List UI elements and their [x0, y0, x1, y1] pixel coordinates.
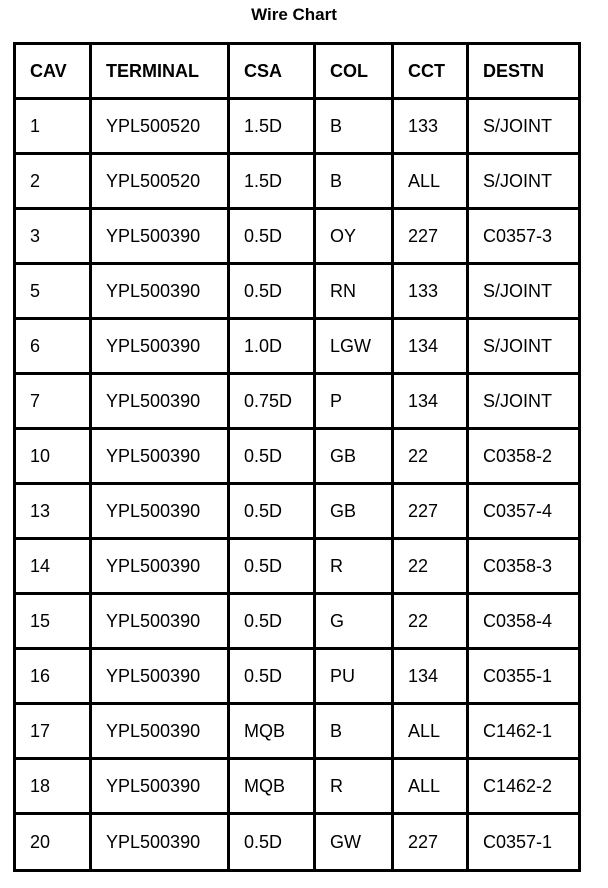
cell-cct: 134	[393, 319, 468, 374]
cell-destn: C0358-2	[468, 429, 580, 484]
cell-col: GB	[315, 429, 393, 484]
cell-cct: 22	[393, 429, 468, 484]
cell-cct: 227	[393, 209, 468, 264]
cell-col: B	[315, 154, 393, 209]
cell-destn: C0357-4	[468, 484, 580, 539]
table-row	[15, 594, 580, 649]
table-row	[15, 759, 580, 814]
cell-destn: S/JOINT	[468, 99, 580, 154]
table-row	[15, 99, 580, 154]
header-row	[15, 44, 580, 99]
cell-terminal: YPL500390	[91, 429, 229, 484]
cell-cav: 15	[15, 594, 91, 649]
cell-destn: C0358-4	[468, 594, 580, 649]
table-row	[15, 209, 580, 264]
wire-chart-table	[13, 42, 581, 872]
cell-cct: ALL	[393, 759, 468, 814]
table-row	[15, 264, 580, 319]
header-cav: CAV	[15, 44, 91, 99]
cell-col: P	[315, 374, 393, 429]
cell-cct: 227	[393, 484, 468, 539]
table-row	[15, 539, 580, 594]
cell-destn: C0355-1	[468, 649, 580, 704]
cell-cct: 22	[393, 594, 468, 649]
cell-terminal: YPL500390	[91, 374, 229, 429]
cell-terminal: YPL500390	[91, 539, 229, 594]
header-csa: CSA	[229, 44, 315, 99]
cell-cav: 2	[15, 154, 91, 209]
table-row	[15, 319, 580, 374]
cell-col: B	[315, 704, 393, 759]
cell-destn: S/JOINT	[468, 264, 580, 319]
cell-terminal: YPL500390	[91, 264, 229, 319]
header-destn: DESTN	[468, 44, 580, 99]
cell-destn: S/JOINT	[468, 319, 580, 374]
cell-terminal: YPL500390	[91, 319, 229, 374]
cell-col: R	[315, 759, 393, 814]
cell-col: B	[315, 99, 393, 154]
cell-cct: 134	[393, 649, 468, 704]
cell-cct: 22	[393, 539, 468, 594]
cell-cav: 16	[15, 649, 91, 704]
cell-csa: MQB	[229, 704, 315, 759]
table-row	[15, 154, 580, 209]
table-row	[15, 704, 580, 759]
cell-col: OY	[315, 209, 393, 264]
cell-cav: 3	[15, 209, 91, 264]
cell-csa: 0.5D	[229, 594, 315, 649]
page-title: Wire Chart	[251, 5, 337, 24]
table-row	[15, 649, 580, 704]
table-row	[15, 484, 580, 539]
table-row	[15, 814, 580, 871]
cell-cav: 20	[15, 814, 91, 871]
cell-terminal: YPL500390	[91, 484, 229, 539]
cell-csa: 0.5D	[229, 539, 315, 594]
cell-destn: C0357-3	[468, 209, 580, 264]
cell-csa: 0.5D	[229, 649, 315, 704]
cell-col: RN	[315, 264, 393, 319]
cell-cct: 133	[393, 99, 468, 154]
cell-cav: 13	[15, 484, 91, 539]
cell-col: GW	[315, 814, 393, 871]
cell-col: G	[315, 594, 393, 649]
table-body	[15, 99, 580, 871]
cell-destn: S/JOINT	[468, 154, 580, 209]
table-row	[15, 429, 580, 484]
cell-csa: 1.5D	[229, 154, 315, 209]
cell-terminal: YPL500390	[91, 594, 229, 649]
cell-col: LGW	[315, 319, 393, 374]
cell-terminal: YPL500520	[91, 154, 229, 209]
cell-cav: 7	[15, 374, 91, 429]
cell-terminal: YPL500390	[91, 649, 229, 704]
cell-destn: C0357-1	[468, 814, 580, 871]
cell-cav: 10	[15, 429, 91, 484]
cell-cav: 18	[15, 759, 91, 814]
cell-cav: 17	[15, 704, 91, 759]
cell-csa: 1.0D	[229, 319, 315, 374]
cell-csa: 1.5D	[229, 99, 315, 154]
cell-cav: 1	[15, 99, 91, 154]
cell-terminal: YPL500390	[91, 814, 229, 871]
cell-csa: 0.5D	[229, 429, 315, 484]
cell-col: PU	[315, 649, 393, 704]
header-col: COL	[315, 44, 393, 99]
table-row	[15, 374, 580, 429]
cell-cct: ALL	[393, 704, 468, 759]
cell-destn: C1462-1	[468, 704, 580, 759]
cell-terminal: YPL500520	[91, 99, 229, 154]
cell-cct: ALL	[393, 154, 468, 209]
header-terminal: TERMINAL	[91, 44, 229, 99]
cell-cav: 6	[15, 319, 91, 374]
cell-terminal: YPL500390	[91, 704, 229, 759]
cell-destn: S/JOINT	[468, 374, 580, 429]
cell-cct: 227	[393, 814, 468, 871]
cell-csa: 0.5D	[229, 264, 315, 319]
cell-destn: C0358-3	[468, 539, 580, 594]
cell-csa: 0.75D	[229, 374, 315, 429]
cell-terminal: YPL500390	[91, 209, 229, 264]
cell-csa: 0.5D	[229, 484, 315, 539]
cell-terminal: YPL500390	[91, 759, 229, 814]
cell-csa: 0.5D	[229, 209, 315, 264]
cell-cav: 5	[15, 264, 91, 319]
cell-cav: 14	[15, 539, 91, 594]
cell-cct: 133	[393, 264, 468, 319]
cell-cct: 134	[393, 374, 468, 429]
cell-col: R	[315, 539, 393, 594]
cell-col: GB	[315, 484, 393, 539]
header-cct: CCT	[393, 44, 468, 99]
cell-destn: C1462-2	[468, 759, 580, 814]
cell-csa: 0.5D	[229, 814, 315, 871]
cell-csa: MQB	[229, 759, 315, 814]
